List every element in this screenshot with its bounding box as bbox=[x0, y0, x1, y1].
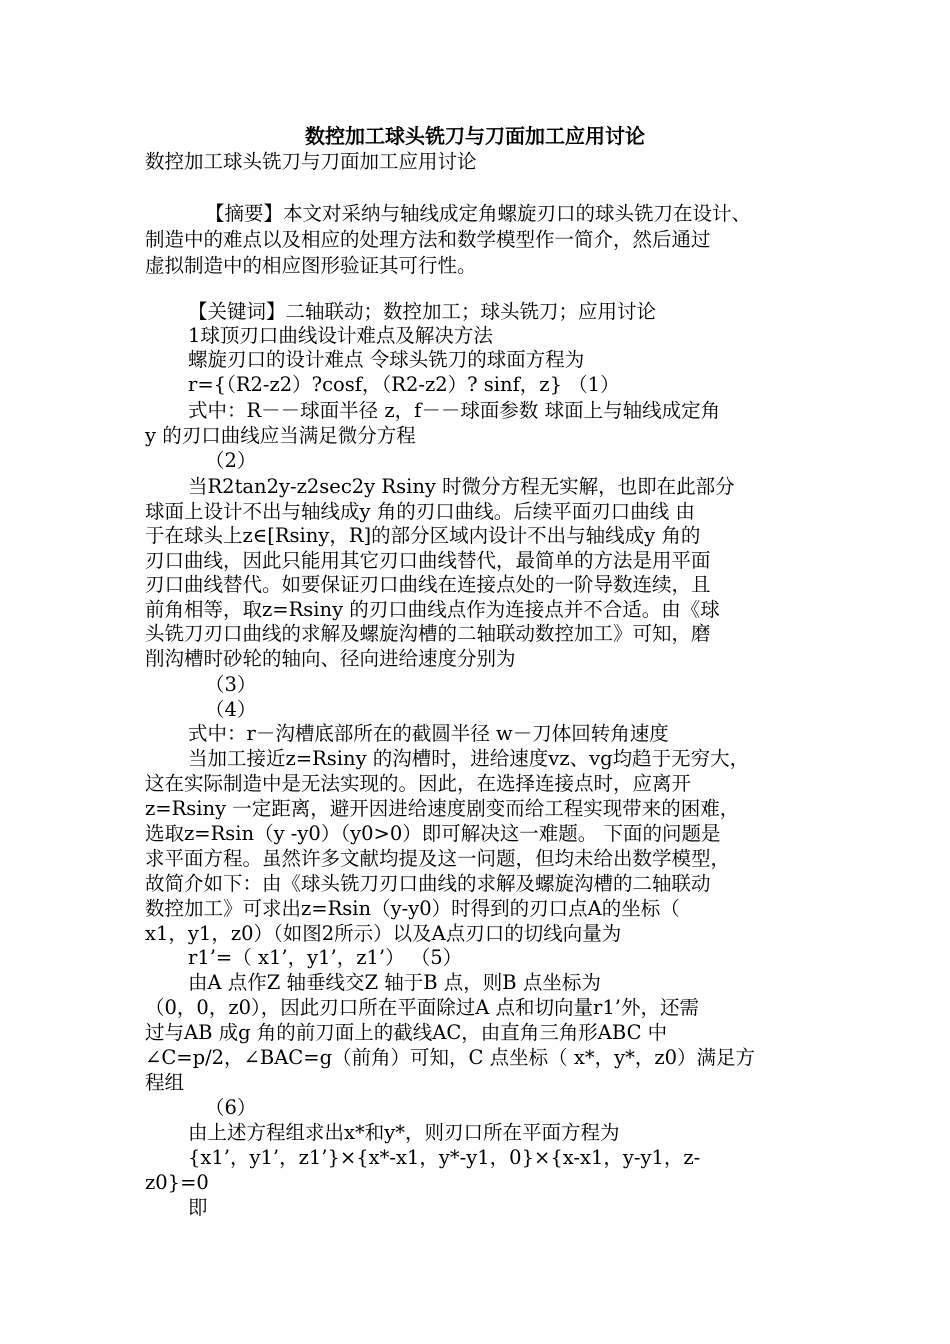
equation-number: （2） bbox=[205, 449, 257, 472]
equation-number: （3） bbox=[205, 673, 257, 696]
equation-line: z0}=0 bbox=[145, 1171, 209, 1194]
equation-line: r1’=（ x1’，y1’，z1’） （5） bbox=[188, 946, 463, 969]
body-line: 式中：R－－球面半径 z，f－－球面参数 球面上与轴线成定角 bbox=[188, 399, 721, 422]
body-line: 即 bbox=[188, 1196, 208, 1219]
body-line: 螺旋刃口的设计难点 令球头铣刀的球面方程为 bbox=[188, 348, 585, 371]
subtitle-line: 数控加工球头铣刀与刀面加工应用讨论 bbox=[145, 150, 477, 173]
body-line: （0，0，z0），因此刃口所在平面除过A 点和切向量r1’外，还需 bbox=[145, 996, 699, 1019]
body-line: 头铣刀刃口曲线的求解及螺旋沟槽的二轴联动数控加工》可知，磨 bbox=[145, 622, 711, 645]
equation-number: （6） bbox=[205, 1096, 257, 1119]
body-line: x1，y1，z0）（如图2所示）以及A点刃口的切线向量为 bbox=[145, 922, 622, 945]
body-line: ∠C=p/2，∠BAC=g（前角）可知，C 点坐标（ x*，y*，z0）满足方 bbox=[145, 1046, 756, 1069]
abstract-line: 虚拟制造中的相应图形验证其可行性。 bbox=[145, 254, 477, 277]
equation-line: {x1’，y1’，z1’}×{x*-x1，y*-y1，0}×{x-x1，y-y1，z- bbox=[188, 1146, 701, 1169]
keywords-line: 【关键词】二轴联动；数控加工；球头铣刀；应用讨论 bbox=[188, 300, 657, 323]
body-line: 过与AB 成g 角的前刀面上的截线AC，由直角三角形ABC 中 bbox=[145, 1021, 668, 1044]
equation-number: （4） bbox=[205, 698, 257, 721]
body-line: z=Rsiny 一定距离，避开因进给速度剧变而给工程实现带来的困难， bbox=[145, 797, 740, 820]
body-line: 程组 bbox=[145, 1071, 185, 1094]
body-line: 故简介如下：由《球头铣刀刃口曲线的求解及螺旋沟槽的二轴联动 bbox=[145, 872, 711, 895]
body-line: 刃口曲线，因此只能用其它刃口曲线替代，最简单的方法是用平面 bbox=[145, 549, 711, 572]
abstract-line: 制造中的难点以及相应的处理方法和数学模型作一简介，然后通过 bbox=[145, 228, 711, 251]
body-line: 刃口曲线替代。如要保证刃口曲线在连接点处的一阶导数连续，且 bbox=[145, 573, 711, 596]
body-line: 前角相等，取z=Rsiny 的刃口曲线点作为连接点并不合适。由《球 bbox=[145, 598, 720, 621]
body-line: 削沟槽时砂轮的轴向、径向进给速度分别为 bbox=[145, 647, 516, 670]
body-line: 于在球头上z∈[Rsiny，R]的部分区域内设计不出与轴线成y 角的 bbox=[145, 524, 701, 547]
document-title: 数控加工球头铣刀与刀面加工应用讨论 bbox=[305, 124, 645, 148]
body-line: 由上述方程组求出x*和y*，则刃口所在平面方程为 bbox=[188, 1121, 620, 1144]
body-line: 选取z=Rsin（y -y0）（y0>0）即可解决这一难题。 下面的问题是 bbox=[145, 822, 721, 845]
abstract-line: 【摘要】本文对采纳与轴线成定角螺旋刃口的球头铣刀在设计、 bbox=[205, 202, 752, 225]
body-line: 求平面方程。虽然许多文献均提及这一问题，但均未给出数学模型， bbox=[145, 847, 731, 870]
body-line: 当加工接近z=Rsiny 的沟槽时，进给速度vz、vg均趋于无穷大， bbox=[188, 747, 750, 770]
body-line: 式中：r－沟槽底部所在的截圆半径 w－刀体回转角速度 bbox=[188, 722, 669, 745]
body-line: 球面上设计不出与轴线成y 角的刃口曲线。后续平面刃口曲线 由 bbox=[145, 500, 695, 523]
body-line: y 的刃口曲线应当满足微分方程 bbox=[145, 424, 416, 447]
body-line: 当R2tan2y-z2sec2y Rsiny 时微分方程无实解，也即在此部分 bbox=[188, 475, 735, 498]
body-line: 数控加工》可求出z=Rsin（y-y0）时得到的刃口点A的坐标（ bbox=[145, 897, 680, 920]
body-line: 由A 点作Z 轴垂线交Z 轴于B 点，则B 点坐标为 bbox=[188, 971, 601, 994]
section-heading: 1球顶刃口曲线设计难点及解决方法 bbox=[188, 324, 493, 347]
equation-line: r={（R2-z2）?cosf，（R2-z2）? sinf，z} （1） bbox=[188, 373, 620, 396]
body-line: 这在实际制造中是无法实现的。因此，在选择连接点时，应离开 bbox=[145, 772, 692, 795]
